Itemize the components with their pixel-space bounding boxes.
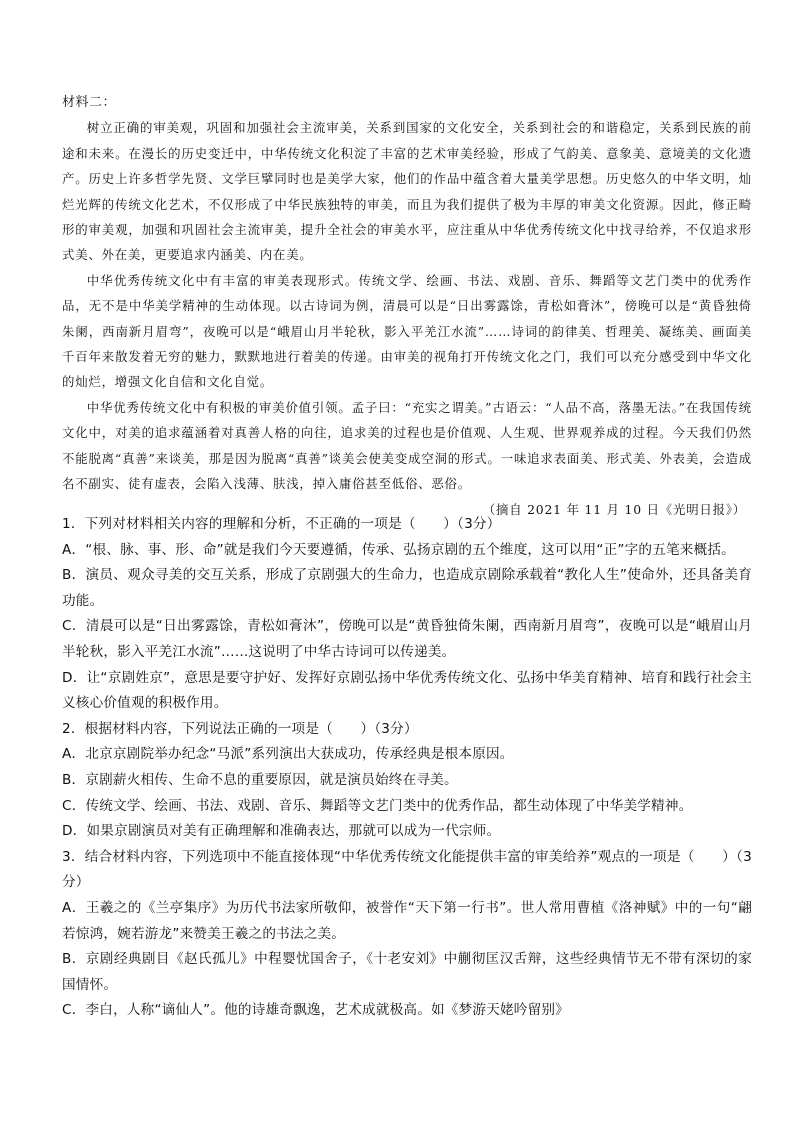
question-2-option-c: C．传统文学、绘画、书法、戏剧、音乐、舞蹈等文艺门类中的优秀作品，都生动体现了中华美学精神。 [62, 797, 693, 814]
question-1-option-a: A．“根、脉、事、形、命”就是我们今天要遵循，传承、弘扬京剧的五个维度，这可以用“正”字的五笔来概括。 [62, 541, 735, 558]
question-2-option-b: B．京剧薪火相传、生命不息的重要原因，就是演员始终在寻美。 [62, 771, 458, 788]
material-heading: 材料二： [62, 95, 117, 110]
question-3-stem: 3．结合材料内容，下列选项中不能直接体现“中华优秀传统文化能提供丰富的审美给养”观点的一项是（ ）（3分） [62, 848, 752, 891]
question-3-option-c: C．李白，人称“谪仙人”。他的诗雄奇飘逸，艺术成就极高。如《梦游天姥吟留别》 [62, 1002, 569, 1019]
question-2-option-a: A．北京京剧院举办纪念“马派”系列演出大获成功，传承经典是根本原因。 [62, 746, 514, 763]
material-source: （摘自 2021 年 11 月 10 日《光明日报》） [482, 501, 746, 517]
question-2-stem: 2．根据材料内容，下列说法正确的一项是（ ）（3分） [62, 720, 418, 737]
material-paragraph-2: 中华优秀传统文化中有丰富的审美表现形式。传统文学、绘画、书法、戏剧、音乐、舞蹈等文艺门类中的优秀作品，无不是中华美学精神的生动体现。以古诗词为例，清晨可以是“日出雾露馀，青松如膏沐”，傍晚可以是“黄昏独倚朱阑，西南新月眉弯”，夜晚可以是“峨眉山月半轮秋，影入平羌江水流”……诗词的韵律美、哲理美、凝练美、画面美千百年来散发着无穷的魅力，默默地进行着美的传递。由审美的视角打开传统文化之门，我们可以充分感受到中华文化的灿烂，增强文化自信和文化自觉。 [62, 272, 752, 390]
question-1-option-b: B．演员、观众寻美的交互关系，形成了京剧强大的生命力，也造成京剧除承载着“教化人生”使命外，还具备美育功能。 [62, 567, 752, 609]
question-2-option-d: D．如果京剧演员对美有正确理解和准确表达，那就可以成为一代宗师。 [62, 823, 501, 840]
question-1-stem: 1．下列对材料相关内容的理解和分析，不正确的一项是（ ）（3分） [62, 516, 501, 532]
material-paragraph-3: 中华优秀传统文化中有积极的审美价值引领。孟子曰：“充实之谓美。”古语云：“人品不高，落墨无法。”在我国传统文化中，对美的追求蕴涵着对真善人格的向往，追求美的过程也是价值观、人生观、世界观养成的过程。今天我们仍然不能脱离“真善”来谈美，那是因为脱离“真善”谈美会使美变成空洞的形式。一味追求表面美、形式美、外表美，会造成名不副实、徒有虚表，会陷入浅薄、肤浅，掉入庸俗甚至低俗、恶俗。 [62, 399, 752, 492]
question-3-option-a: A．王羲之的《兰亭集序》为历代书法家所敬仰，被誉作“天下第一行书”。世人常用曹植《洛神赋》中的一句“翩若惊鸿，婉若游龙”来赞美王羲之的书法之美。 [62, 899, 752, 942]
question-1-option-c: C．清晨可以是“日出雾露馀，青松如膏沐”，傍晚可以是“黄昏独倚朱阑，西南新月眉弯”，夜晚可以是“峨眉山月半轮秋，影入平羌江水流”……这说明了中华古诗词可以传递美。 [62, 618, 752, 660]
material-paragraph-1: 树立正确的审美观，巩固和加强社会主流审美，关系到国家的文化安全，关系到社会的和谐稳定，关系到民族的前途和未来。在漫长的历史变迁中，中华传统文化积淀了丰富的艺术审美经验，形成了气韵美、意象美、意境美的文化遗产。历史上许多哲学先贤、文学巨擘同时也是美学大家，他们的作品中蕴含着大量美学思想。历史悠久的中华文明，灿烂光辉的传统文化艺术，不仅形成了中华民族独特的审美，而且为我们提供了极为丰厚的审美文化资源。因此，修正畸形的审美观，加强和巩固社会主流审美，提升全社会的审美水平，应注重从中华优秀传统文化中找寻给养，不仅追求形式美、外在美，更要追求内涵美、内在美。 [62, 120, 752, 263]
question-1-option-d: D．让“京剧姓京”，意思是要守护好、发挥好京剧弘扬中华优秀传统文化、弘扬中华美育精神、培育和践行社会主义核心价值观的积极作用。 [62, 669, 752, 712]
question-list [62, 512, 752, 1024]
reading-material-two [62, 90, 752, 522]
question-3-option-b: B．京剧经典剧目《赵氏孤儿》中程婴忧国舍子，《十老安刘》中蒯彻匡汉舌辩，这些经典情节无不带有深切的家国情怀。 [62, 951, 752, 993]
